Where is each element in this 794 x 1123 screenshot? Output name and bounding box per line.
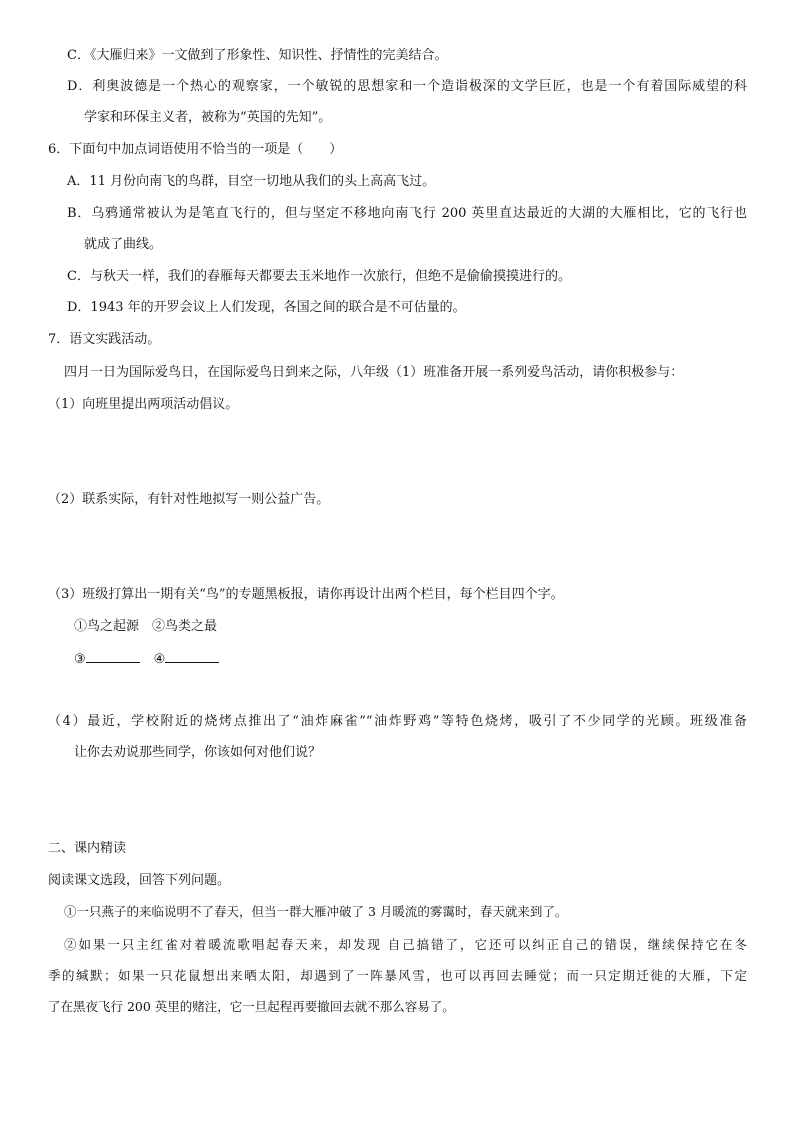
blank-4-line[interactable] <box>165 650 219 663</box>
q5-option-d-line2: 学家和环保主义者，被称为“英国的先知”。 <box>84 110 332 125</box>
q7-stem: 7．语文实践活动。 <box>48 332 161 347</box>
q5-option-d-line1: D．利奥波德是一个热心的观察家，一个敏锐的思想家和一个造诣极深的文学巨匠，也是一个有着国际威望的科 <box>67 79 747 94</box>
q7-part3-blanks <box>74 650 233 669</box>
q5-option-c: C．《大雁归来》一文做到了形象性、知识性、抒情性的完美结合。 <box>67 48 448 63</box>
passage-para2-line1: ②如果一只主红雀对着暖流歌唱起春天来，却发现 自己搞错了，它还可以纠正自己的错误，继续保持它在冬 <box>64 937 747 952</box>
q7-intro: 四月一日为国际爱鸟日，在国际爱鸟日到来之际，八年级（1）班准备开展一系列爱鸟活动，请你积极参与： <box>64 365 684 380</box>
passage-para2-line3: 了在黑夜飞行 200 英里的赌注，它一旦起程再要撤回去就不那么容易了。 <box>48 999 455 1014</box>
q6-option-d: D．1943 年的开罗会议上人们发现，各国之间的联合是不可估量的。 <box>67 300 466 315</box>
q6-option-a: A．11 月份向南飞的鸟群，目空一切地从我们的头上高高飞过。 <box>67 174 436 189</box>
blank-4-label: ④ <box>153 652 166 667</box>
q6-option-b-line1: B．乌鸦通常被认为是笔直飞行的，但与坚定不移地向南飞行 200 英里直达最近的大湖的大雁相比，它的飞行也 <box>67 206 747 221</box>
q7-part2: （2）联系实际，有针对性地拟写一则公益广告。 <box>48 492 330 507</box>
q6-option-c: C．与秋天一样，我们的春雁每天都要去玉米地作一次旅行，但绝不是偷偷摸摸进行的。 <box>67 269 571 284</box>
blank-3-line[interactable] <box>86 650 140 663</box>
q7-part3-examples: ①鸟之起源 ②鸟类之最 <box>74 619 218 634</box>
passage-para2-line2: 季的缄默；如果一只花鼠想出来晒太阳，却遇到了一阵暴风雪，也可以再回去睡觉；而一只定期迁徙的大雁，下定 <box>48 968 747 983</box>
q6-option-b-line2: 就成了曲线。 <box>84 237 163 252</box>
blank-3-label: ③ <box>74 652 86 667</box>
q6-stem: 6．下面句中加点词语使用不恰当的一项是（ ） <box>48 142 343 157</box>
q7-part3: （3）班级打算出一期有关“鸟”的专题黑板报，请你再设计出两个栏目，每个栏目四个字。 <box>48 587 564 602</box>
section2-heading: 二、课内精读 <box>48 841 127 856</box>
q7-part4-line2: 让你去劝说那些同学，你该如何对他们说？ <box>74 745 322 760</box>
q7-part4-line1: （4）最近，学校附近的烧烤点推出了“油炸麻雀”“油炸野鸡”等特色烧烤，吸引了不少同学的光顾。班级准备 <box>48 714 747 729</box>
q7-part1: （1）向班里提出两项活动倡议。 <box>48 397 239 412</box>
passage-para1: ①一只燕子的来临说明不了春天，但当一群大雁冲破了 3 月暖流的雾霭时，春天就来到了。 <box>64 904 568 919</box>
section2-instruction: 阅读课文选段，回答下列问题。 <box>48 873 231 888</box>
